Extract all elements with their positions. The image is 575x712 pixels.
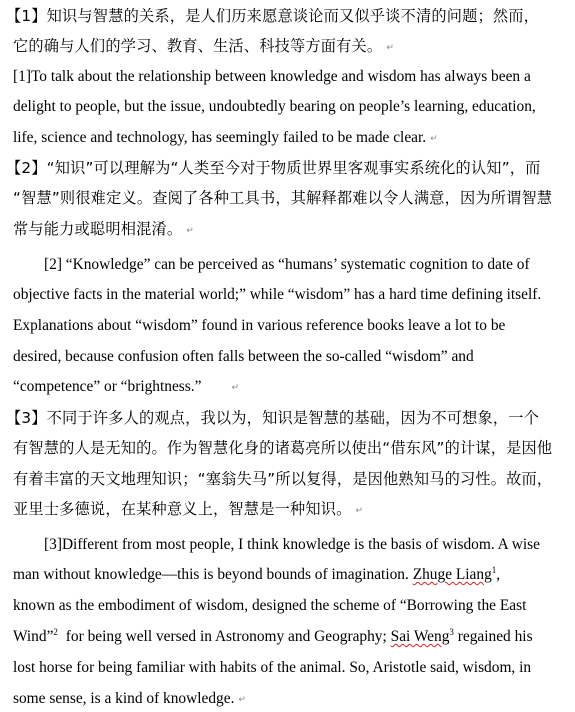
p3-en-text-1: [3]Different from most people, I think knowledge is the basis of wisdom. A wise <box>44 536 540 553</box>
p3-en-text-6: some sense, is a kind of knowledge. <box>13 690 235 707</box>
p2-en-line-2 <box>13 287 541 302</box>
p3-cn-line-3 <box>13 472 552 487</box>
paragraph-mark-icon: ↵ <box>430 134 438 144</box>
p1-en-text-1: [1]To talk about the relationship between knowledge and wisdom has always been a <box>13 68 531 85</box>
name-sai-weng: Sai Weng <box>390 628 450 645</box>
paragraph-mark-icon: ↵ <box>386 43 395 53</box>
p3-en-text-2: man without knowledge—this is beyond bounds of imagination. <box>13 566 409 583</box>
p3-en-text-5: lost horse for being familiar with habits of the animal. So, Aristotle said, wisdom, in <box>13 659 532 676</box>
p1-en-text-2: delight to people, but the issue, undoubtedly bearing on people’s learning, education, <box>13 98 536 115</box>
p3-cn-line-1 <box>6 411 539 426</box>
p3-en-line-4 <box>13 629 533 644</box>
p2-cn-text-3: 常与能力或聪明相混淆。 <box>13 220 183 238</box>
footnote-ref-1[interactable]: 1 <box>491 565 497 575</box>
p3-en-line-6 <box>13 691 246 706</box>
p2-cn-line-2 <box>13 191 552 206</box>
p2-en-line-3 <box>13 318 505 333</box>
p3-cn-text-2: 有智慧的人是无知的。作为智慧化身的诸葛亮所以使出“借东风”的计谋，是因他 <box>13 439 553 457</box>
p1-cn-line-1 <box>6 9 539 24</box>
p3-cn-line-2 <box>13 441 552 456</box>
p1-en-line-2 <box>13 99 536 114</box>
p2-en-text-2: objective facts in the material world;” while “wisdom” has a hard time defining itself. <box>13 286 542 303</box>
paragraph-mark-icon: ↵ <box>355 506 364 516</box>
p2-en-line-5 <box>13 379 239 394</box>
p2-en-line-4 <box>13 349 474 364</box>
p3-en-text-4b: for being well versed in Astronomy and Geography; <box>65 628 387 645</box>
p1-en-line-3 <box>13 130 438 145</box>
p2-en-text-3: Explanations about “wisdom” found in various reference books leave a lot to be <box>13 317 506 334</box>
p2-cn-text-2: “智慧”则很难定义。查阅了各种工具书，其解释都难以令人满意，因为所谓智慧 <box>13 189 553 207</box>
paragraph-mark-icon: ↵ <box>238 695 246 705</box>
p1-cn-text-1: 【1】知识与智慧的关系，是人们历来愿意谈论而又似乎谈不清的问题；然而， <box>6 7 540 25</box>
p2-cn-line-3 <box>13 222 194 237</box>
name-zhuge-liang: Zhuge Liang <box>412 566 492 583</box>
p3-en-line-1 <box>44 537 540 552</box>
footnote-ref-3[interactable]: 3 <box>449 627 454 637</box>
p1-en-text-3: life, science and technology, has seemingly failed to be made clear. <box>13 129 427 146</box>
p3-cn-text-1: 【3】不同于许多人的观点，我以为，知识是智慧的基础，因为不可想象，一个 <box>6 409 540 427</box>
p1-cn-line-2 <box>13 39 394 54</box>
p2-en-text-1: [2] “Knowledge” can be perceived as “humans’ systematic cognition to date of <box>44 256 530 273</box>
p2-cn-line-1 <box>6 161 541 176</box>
p2-en-text-5: “competence” or “brightness.” <box>13 378 202 395</box>
p2-cn-text-1: 【2】“知识”可以理解为“人类至今对于物质世界里客观事实系统化的认知”，而 <box>6 159 541 177</box>
footnote-ref-2[interactable]: 2 <box>53 627 58 637</box>
p3-en-text-4a: Wind” <box>13 628 54 645</box>
paragraph-mark-icon: ↵ <box>231 383 239 393</box>
p3-en-text-4c: regained his <box>457 628 533 645</box>
p3-en-line-3 <box>13 598 526 613</box>
p1-cn-text-2: 它的确与人们的学习、教育、生活、科技等方面有关。 <box>13 37 383 55</box>
paragraph-mark-icon: ↵ <box>186 226 195 236</box>
p3-en-line-5 <box>13 660 531 675</box>
p3-cn-text-3: 有着丰富的天文地理知识；“塞翁失马”所以复得，是因他熟知马的习性。故而， <box>13 470 553 488</box>
p3-cn-text-4: 亚里士多德说，在某种意义上，智慧是一种知识。 <box>13 500 352 518</box>
p3-en-line-2: man without knowledge—this is beyond bounds of imagination. Zhuge Liang$^1$, <box>13 565 501 583</box>
p2-en-line-1 <box>44 257 530 272</box>
p1-en-line-1 <box>13 69 531 84</box>
p2-en-text-4: desired, because confusion often falls between the so-called “wisdom” and <box>13 348 474 365</box>
p3-cn-line-4 <box>13 502 363 517</box>
p3-en-text-3: known as the embodiment of wisdom, designed the scheme of “Borrowing the East <box>13 597 527 614</box>
